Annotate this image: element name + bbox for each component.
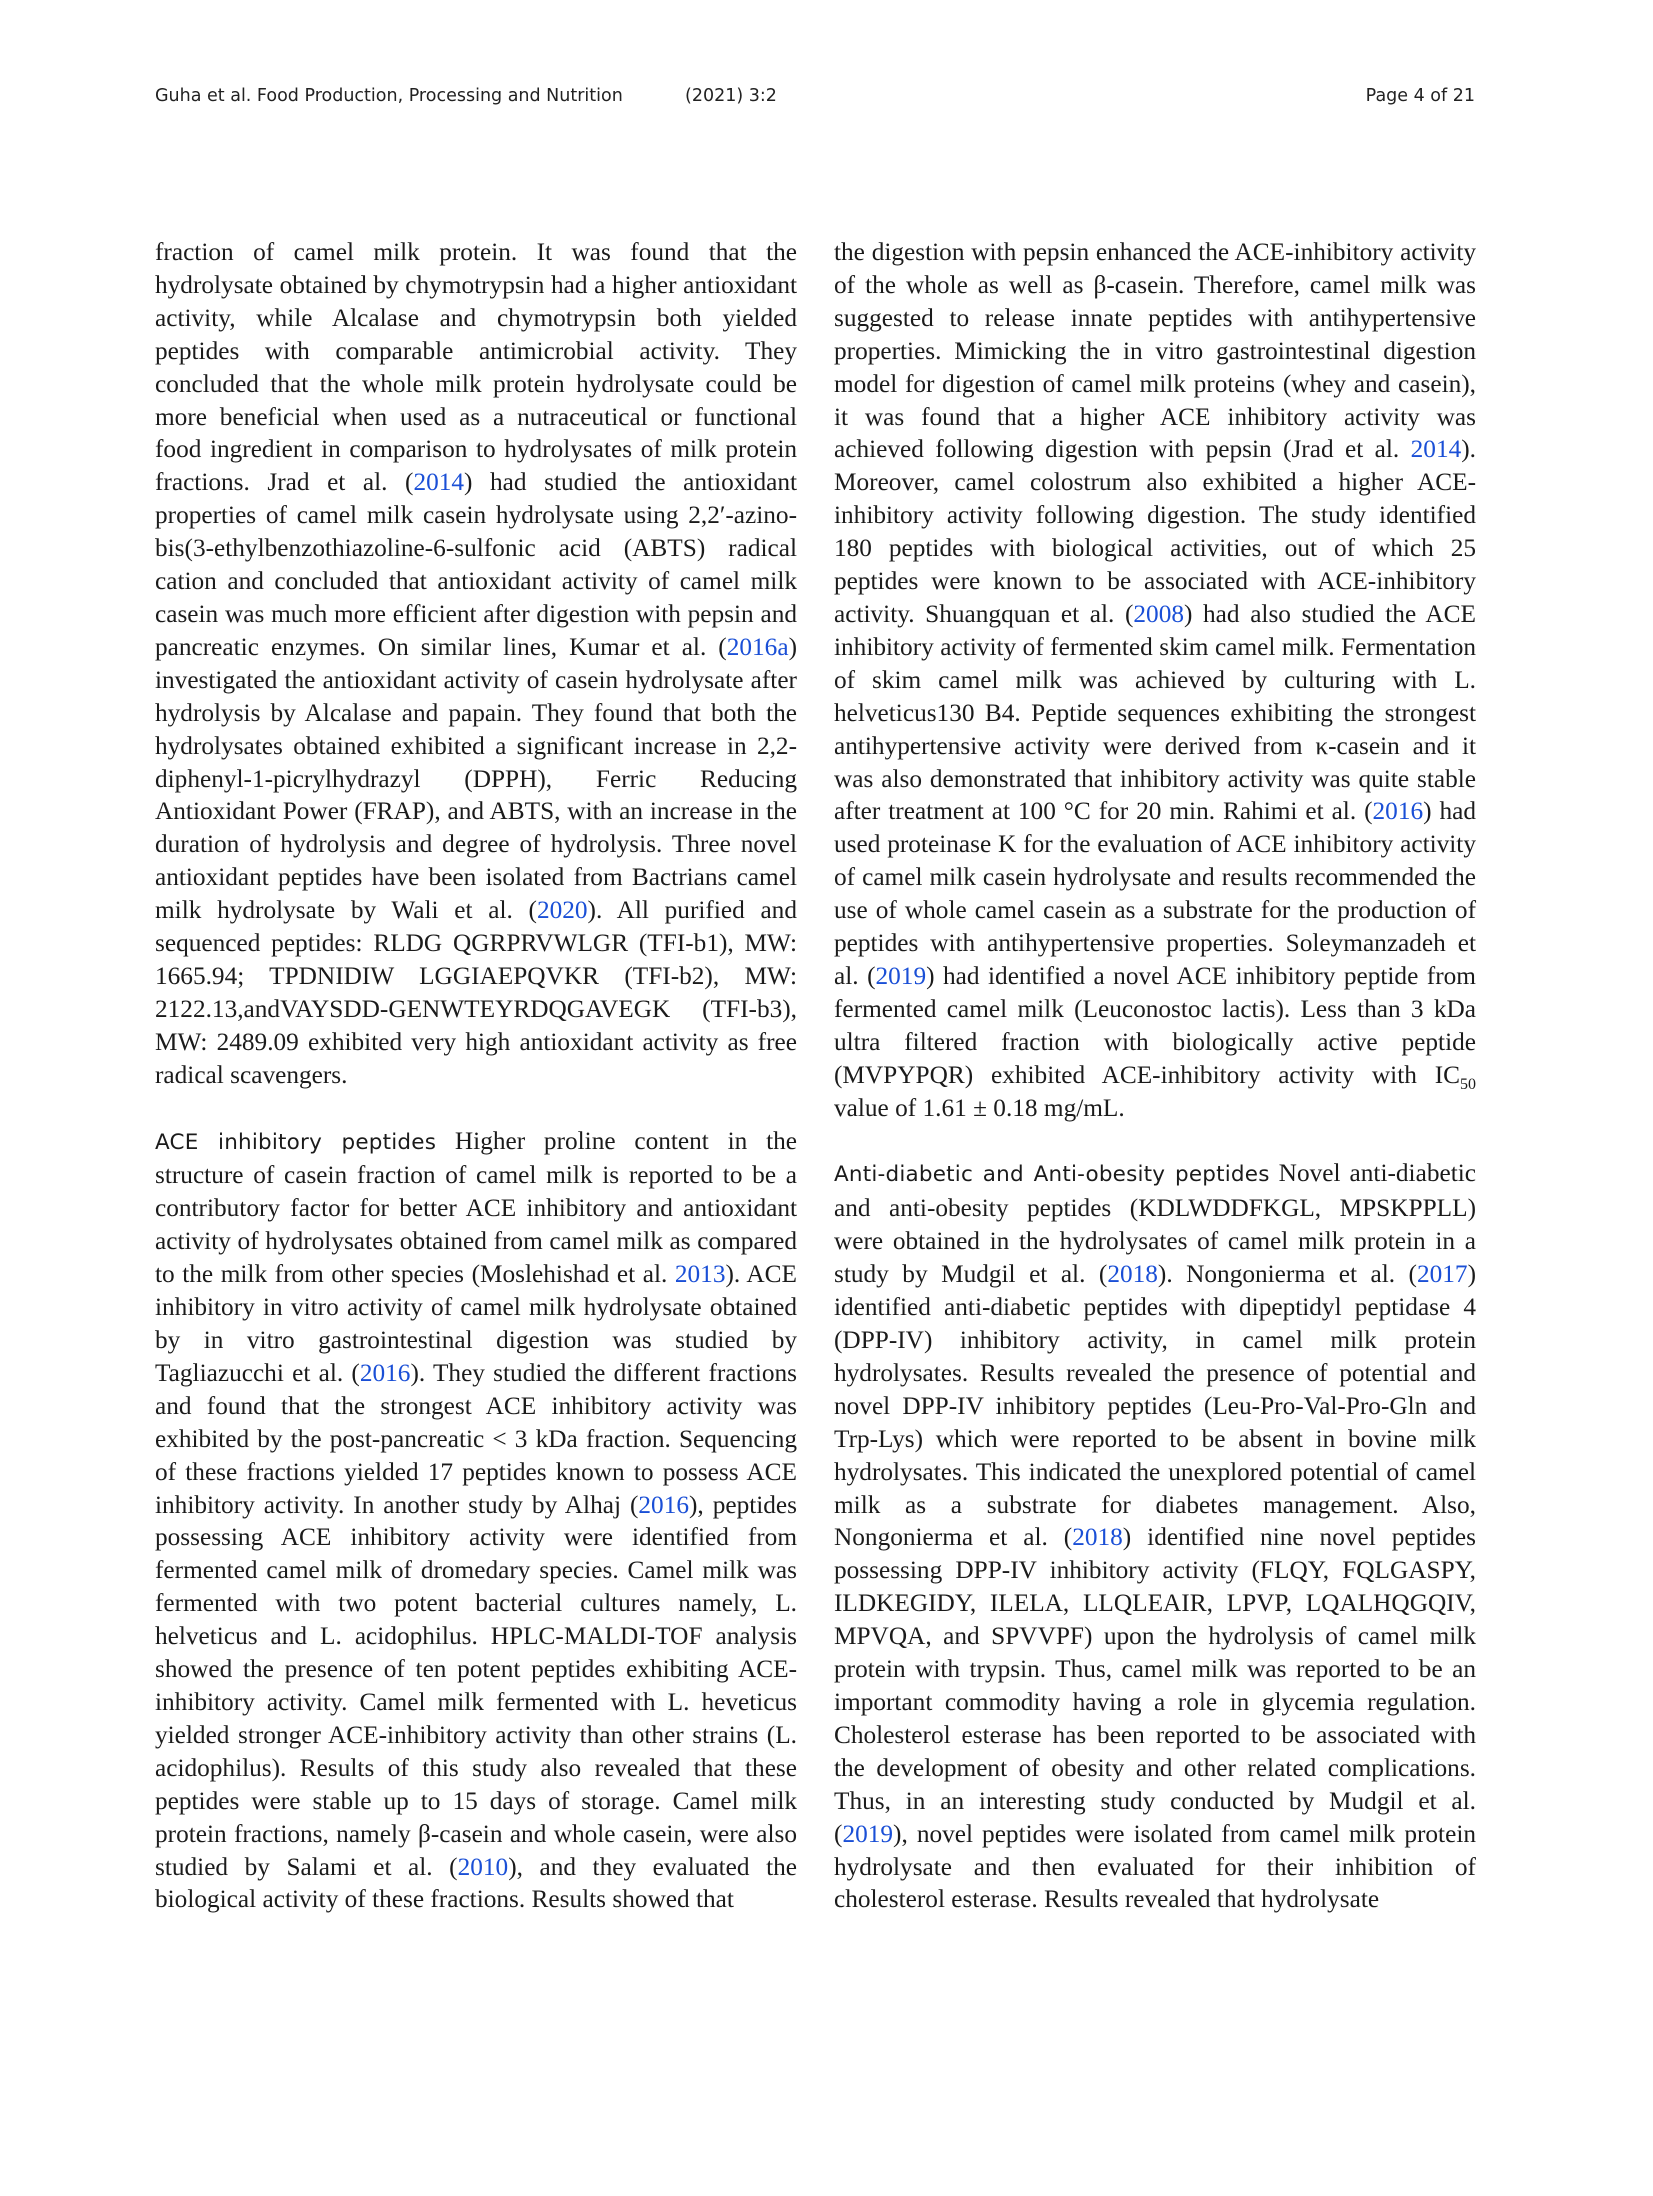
- citation-link[interactable]: 2018: [1072, 1523, 1123, 1552]
- section-heading-anti-diabetic: Anti-diabetic and Anti-obesity peptides: [834, 1162, 1270, 1188]
- citation-link[interactable]: 2013: [674, 1260, 726, 1289]
- citation-link[interactable]: 2016: [638, 1490, 689, 1519]
- paragraph-ace-inhibitory: [155, 1125, 797, 1917]
- text-run: Novel anti-diabetic and anti-obesity peptides (KDLWDDFKGL, MPSKPPLL) were obtained in the hydrolysates of camel milk protein in a study by Mudgil et al. (: [834, 1159, 1476, 1289]
- citation-link[interactable]: 2016: [359, 1358, 411, 1387]
- text-run: Higher proline content in the structure of casein fraction of camel milk is reported to be a contributory factor for better ACE inhibitory and antioxidant activity of hydrolysates obtained from camel milk as compared to the milk from other species (Moslehishad et al.: [155, 1126, 798, 1289]
- left-column: [155, 236, 797, 1916]
- text-run: ) identified nine novel peptides possessing DPP-IV inhibitory activity (FLQY, FQLGASPY, ILDKEGIDY, ILELA, LLQLEAIR, LPVP, LQALHQGQIV, MPVQA, and SPVVPF) upon the hydrolysis of camel milk protein with trypsin. Thus, camel milk was reported to be an important commodity having a role in glycemia regulation. Cholesterol esterase has been reported to be associated with the development of obesity and other related complications. Thus, in an interesting study conducted by Mudgil et al. (: [834, 1523, 1476, 1848]
- text-run: ) identified anti-diabetic peptides with dipeptidyl peptidase 4 (DPP-IV) inhibitory activity, in camel milk protein hydrolysates. Results revealed the presence of potential and novel DPP-IV inhibitory peptides (Leu-Pro-Val-Pro-Gln and Trp-Lys) which were reported to be absent in bovine milk hydrolysates. This indicated the unexplored potential of camel milk as a substrate for diabetes management. Also, Nongonierma et al. (: [834, 1260, 1476, 1552]
- text-run: the digestion with pepsin enhanced the ACE-inhibitory activity of the whole as well as β-casein. Therefore, camel milk was suggested to release innate peptides with antihypertensive properties. Mimicking the in vitro gastrointestinal digestion model for digestion of camel milk proteins (whey and casein), it was found that a higher ACE inhibitory activity was achieved following digestion with pepsin (Jrad et al.: [834, 238, 1476, 464]
- citation-link[interactable]: 2017: [1416, 1260, 1468, 1289]
- text-run: value of 1.61 ± 0.18 mg/mL.: [834, 1093, 1125, 1122]
- text-run: ) had identified a novel ACE inhibitory peptide from fermented camel milk (Leuconostoc lactis). Less than 3 kDa ultra filtered fraction with biologically active peptide (MVPYPQR) exhibited ACE-inhibitory activity with IC: [834, 961, 1476, 1089]
- text-run: fraction of camel milk protein. It was found that the hydrolysate obtained by chymotrypsin had a higher antioxidant activity, while Alcalase and chymotrypsin both yielded peptides with comparable antimicrobial activity. They concluded that the whole milk protein hydrolysate could be more beneficial when used as a nutraceutical or functional food ingredient in comparison to hydrolysates of milk protein fractions. Jrad et al. (: [155, 238, 797, 497]
- paragraph-anti-diabetic: [834, 1157, 1476, 1916]
- citation-link[interactable]: 2014: [1410, 435, 1462, 464]
- text-run: ) had studied the antioxidant properties of camel milk casein hydrolysate using 2,2′-azino-bis(3-ethylbenzothiazoline-6-sulfonic acid (ABTS) radical cation and concluded that antioxidant activity of camel milk casein was much more efficient after digestion with pepsin and pancreatic enzymes. On similar lines, Kumar et al. (: [155, 468, 797, 661]
- text-run: ) investigated the antioxidant activity of casein hydrolysate after hydrolysis by Alcalase and papain. They found that both the hydrolysates obtained exhibited a significant increase in 2,2-diphenyl-1-picrylhydrazyl (DPPH), Ferric Reducing Antioxidant Power (FRAP), and ABTS, with an increase in the duration of hydrolysis and degree of hydrolysis. Three novel antioxidant peptides have been isolated from Bactrians camel milk hydrolysate by Wali et al. (: [155, 632, 797, 925]
- paragraph-ace-continued: [834, 236, 1476, 1124]
- journal-citation: Guha et al. Food Production, Processing and Nutrition: [155, 86, 623, 106]
- running-header: [155, 86, 1475, 116]
- text-run: ). Moreover, camel colostrum also exhibited a higher ACE-inhibitory activity following digestion. The study identified 180 peptides with biological activities, out of which 25 peptides were known to be associated with ACE-inhibitory activity. Shuangquan et al. (: [834, 435, 1476, 628]
- citation-link[interactable]: 2019: [842, 1819, 894, 1848]
- citation-link[interactable]: 2014: [413, 468, 465, 497]
- section-heading-ace: ACE inhibitory peptides: [155, 1129, 437, 1155]
- text-run: ). They studied the different fractions and found that the strongest ACE inhibitory activity was exhibited by the post-pancreatic < 3 kDa fraction. Sequencing of these fractions yielded 17 peptides known to possess ACE inhibitory activity. In another study by Alhaj (: [155, 1358, 798, 1519]
- text-run: ), and they evaluated the biological activity of these fractions. Results showed that: [155, 1852, 797, 1914]
- paragraph-antioxidant: [155, 236, 797, 1092]
- page-number: Page 4 of 21: [1365, 86, 1475, 106]
- citation-link[interactable]: 2018: [1107, 1260, 1158, 1289]
- citation-link[interactable]: 2008: [1133, 599, 1184, 628]
- text-run: ). Nongonierma et al. (: [1157, 1260, 1417, 1289]
- right-column: [834, 236, 1476, 1916]
- text-run: ) had also studied the ACE inhibitory activity of fermented skim camel milk. Fermentation of skim camel milk was achieved by culturing with L. helveticus130 B4. Peptide sequences exhibiting the strongest antihypertensive activity were derived from κ-casein and it was also demonstrated that inhibitory activity was quite stable after treatment at 100 °C for 20 min. Rahimi et al. (: [834, 599, 1476, 826]
- citation-link[interactable]: 2016a: [726, 632, 789, 661]
- citation-link[interactable]: 2016: [1372, 797, 1424, 826]
- text-run: ), peptides possessing ACE inhibitory activity were identified from fermented camel milk of dromedary species. Camel milk was fermented with two potent bacterial cultures namely, L. helveticus and L. acidophilus. HPLC-MALDI-TOF analysis showed the presence of ten potent peptides exhibiting ACE-inhibitory activity. Camel milk fermented with L. heveticus yielded stronger ACE-inhibitory activity than other strains (L. acidophilus). Results of this study also revealed that these peptides were stable up to 15 days of storage. Camel milk protein fractions, namely β-casein and whole casein, were also studied by Salami et al. (: [155, 1490, 798, 1881]
- citation-link[interactable]: 2020: [536, 896, 588, 925]
- citation-link[interactable]: 2019: [875, 961, 927, 990]
- text-run: ) had used proteinase K for the evaluation of ACE inhibitory activity of camel milk casein hydrolysate and results recommended the use of whole camel casein as a substrate for the production of peptides with antihypertensive properties. Soleymanzadeh et al. (: [834, 797, 1476, 990]
- text-run: ), novel peptides were isolated from camel milk protein hydrolysate and then evaluated for their inhibition of cholesterol esterase. Results revealed that hydrolysate: [834, 1819, 1476, 1914]
- volume-year: (2021) 3:2: [685, 86, 777, 106]
- citation-link[interactable]: 2010: [457, 1852, 509, 1881]
- text-run: ). ACE inhibitory in vitro activity of camel milk hydrolysate obtained by in vitro gastrointestinal digestion was studied by Tagliazucchi et al. (: [155, 1260, 797, 1387]
- text-run: ). All purified and sequenced peptides: RLDG QGRPRVWLGR (TFI-b1), MW: 1665.94; TPDNIDIW LGGIAEPQVKR (TFI-b2), MW: 2122.13,andVAYSDD-GENWTEYRDQGAVEGK (TFI-b3), MW: 2489.09 exhibited very high antioxidant activity as free radical scavengers.: [155, 896, 797, 1089]
- subscript-50: 50: [1460, 1075, 1476, 1093]
